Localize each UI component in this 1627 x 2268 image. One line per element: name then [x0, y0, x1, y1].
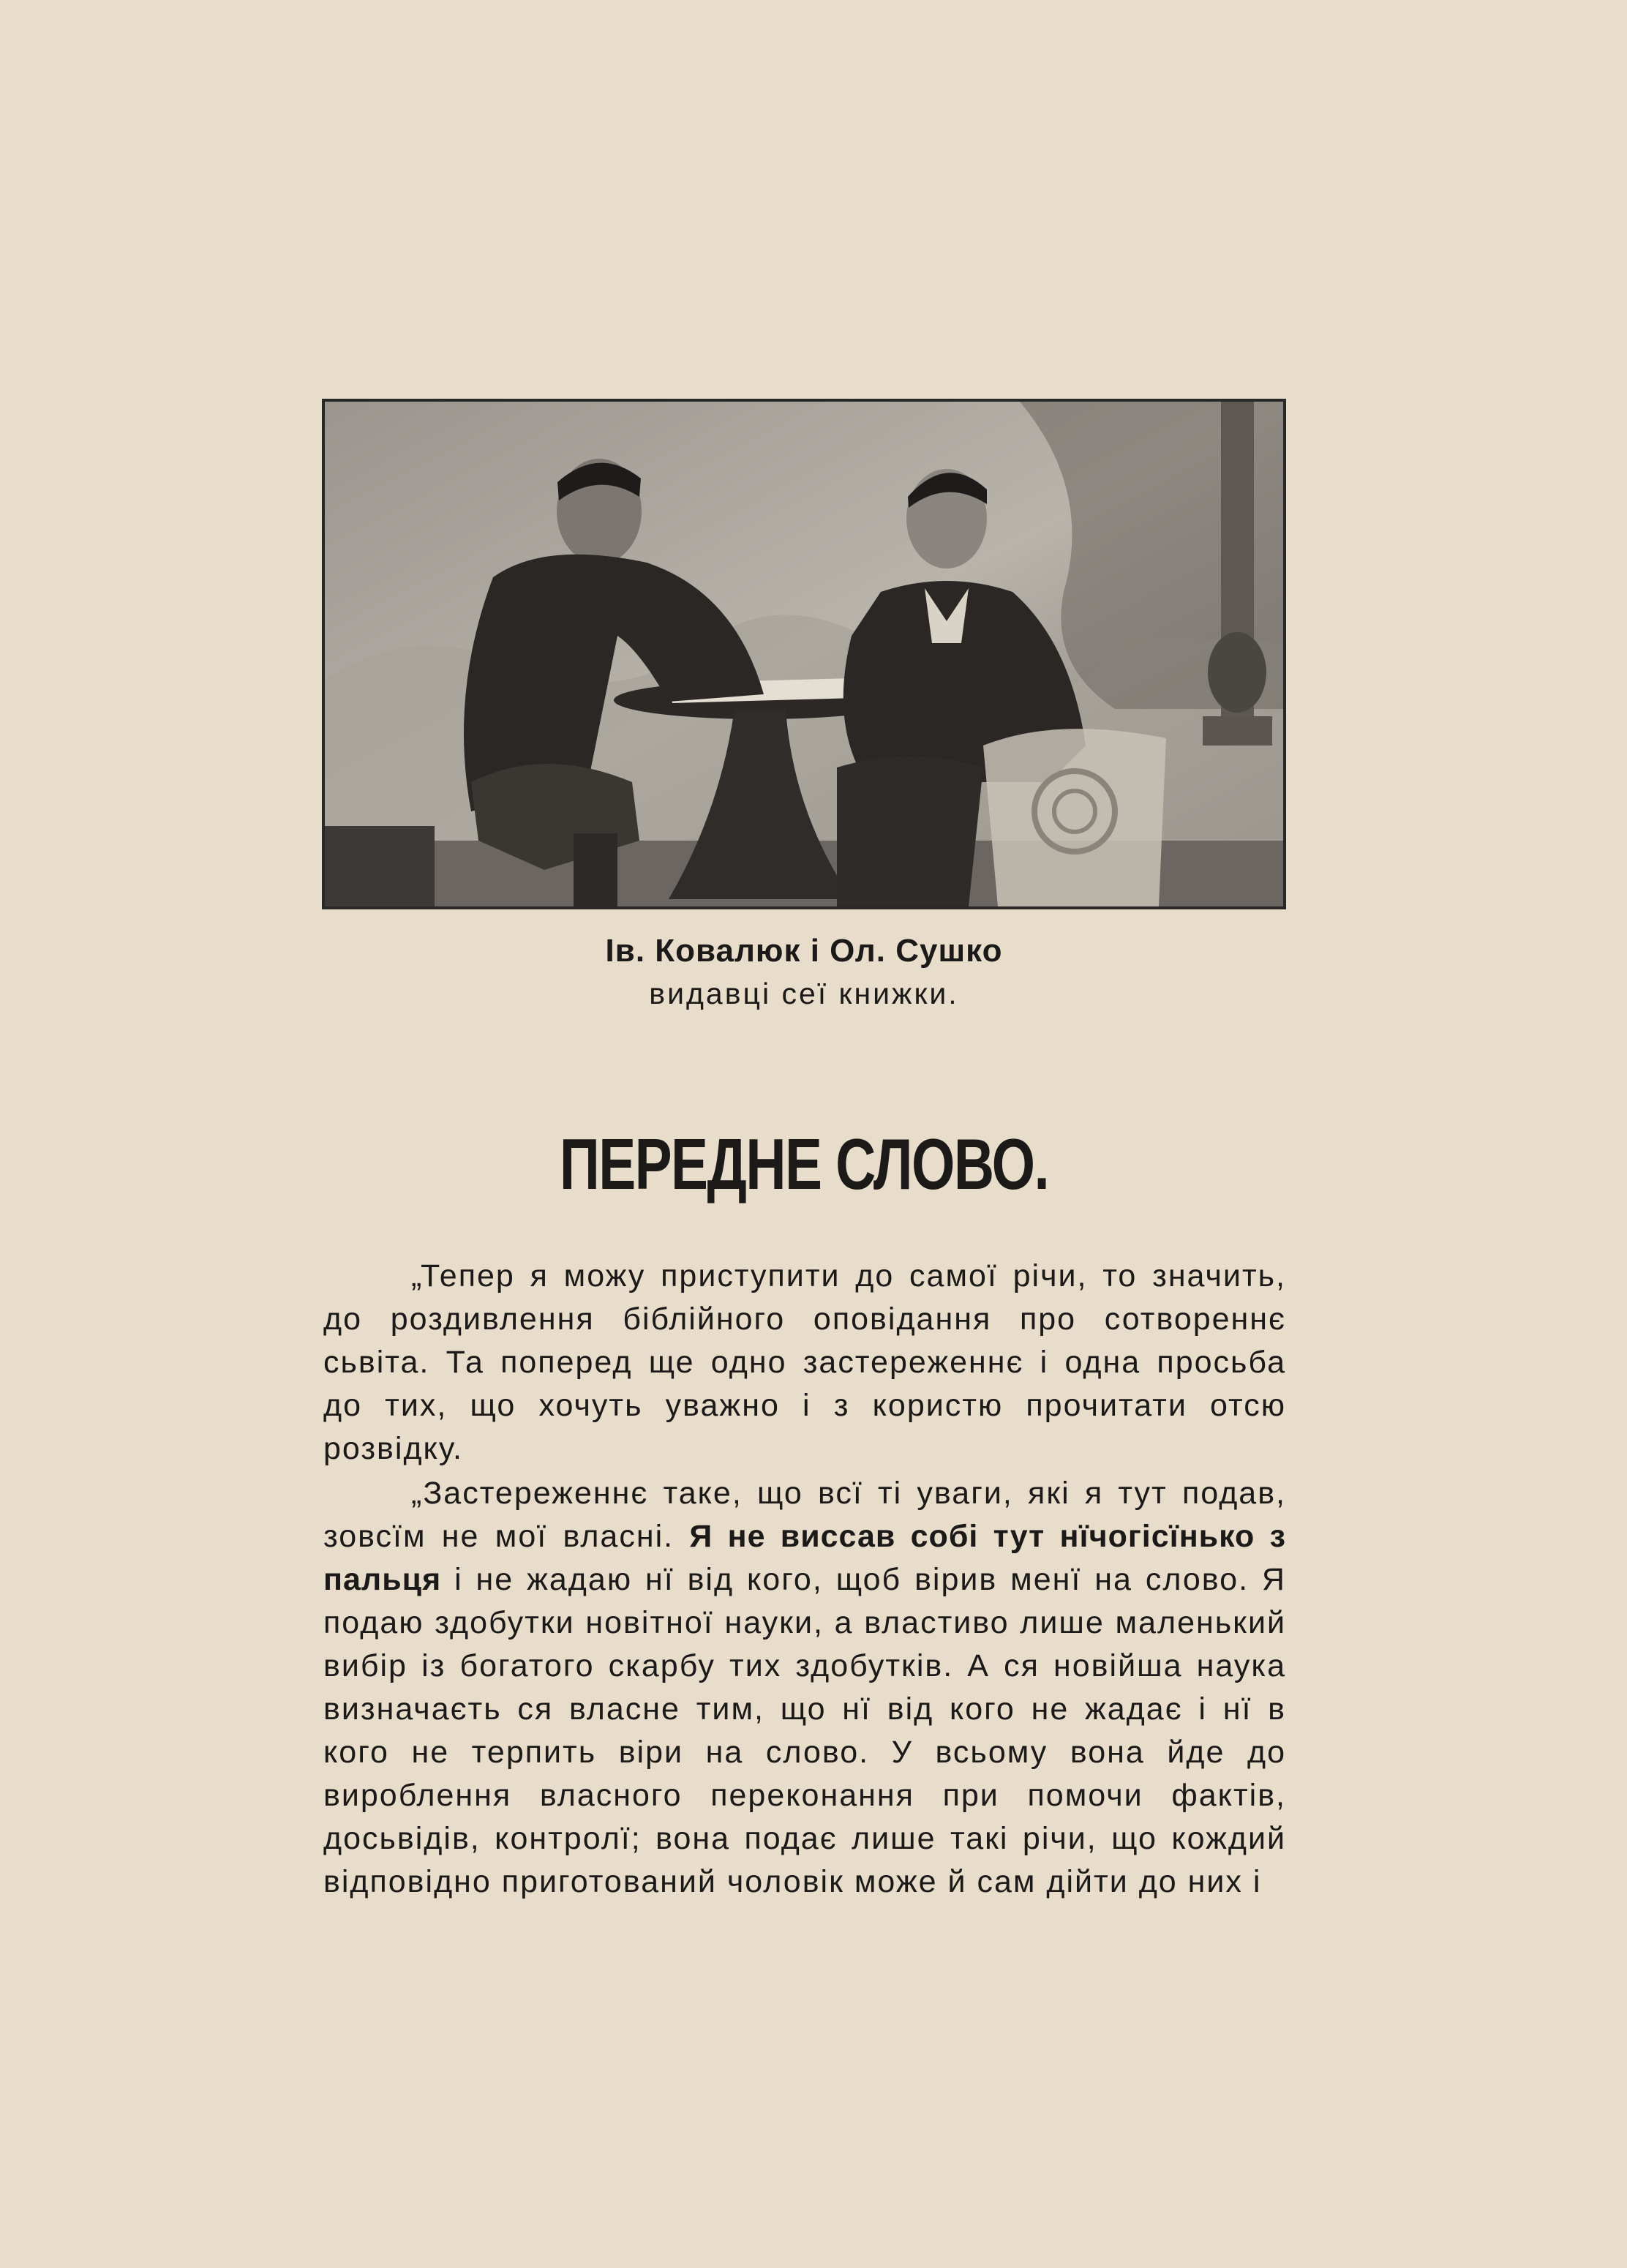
paragraph-1: „Тепер я можу приступити до самої річи, то значить, до роздивлення біблійного оповідання про сотвореннє сьвіта. Та поперед ще одно застереженнє і одна просьба до тих, що хочуть уважно і з користю прочитати отсю розвідку.: [323, 1258, 1286, 1466]
page-heading: ПЕРЕДНЕ СЛОВО.: [559, 1124, 1049, 1204]
publishers-photograph: [322, 399, 1286, 909]
photo-caption-subtitle: видавці сеї книжки.: [649, 977, 959, 1010]
paragraph-2-emphasis: Я не виссав собі тут нїчогісїнько з пальця: [323, 1519, 1286, 1597]
paragraph-2: [323, 1472, 1286, 1904]
photo-caption-names: Ів. Ковалюк і Ол. Сушко: [605, 933, 1003, 969]
paragraph-2-rest: і не жадаю нї від кого, щоб вірив менї на слово. Я подаю здобутки новітної науки, а властиво лише маленький вибір із богатого скарбу тих здобутків. А ся новійша наука визначаєть ся власне тим, що нї від кого не жадає і нї в кого не терпить віри на слово. У всьому вона йде до вироблення власного переконання при помочи фактів, досьвідів, контролї; вона подає лише такі річи, що кождий відповідно приготований чоловік може й сам дійти до них і: [323, 1562, 1286, 1899]
photo-illustration: [325, 402, 1283, 906]
paragraph-2-intro: „Застереженнє таке, що всї ті уваги, які я тут подав, зовсїм не мої власні.: [323, 1476, 1286, 1554]
body-text: [323, 1255, 1286, 1904]
